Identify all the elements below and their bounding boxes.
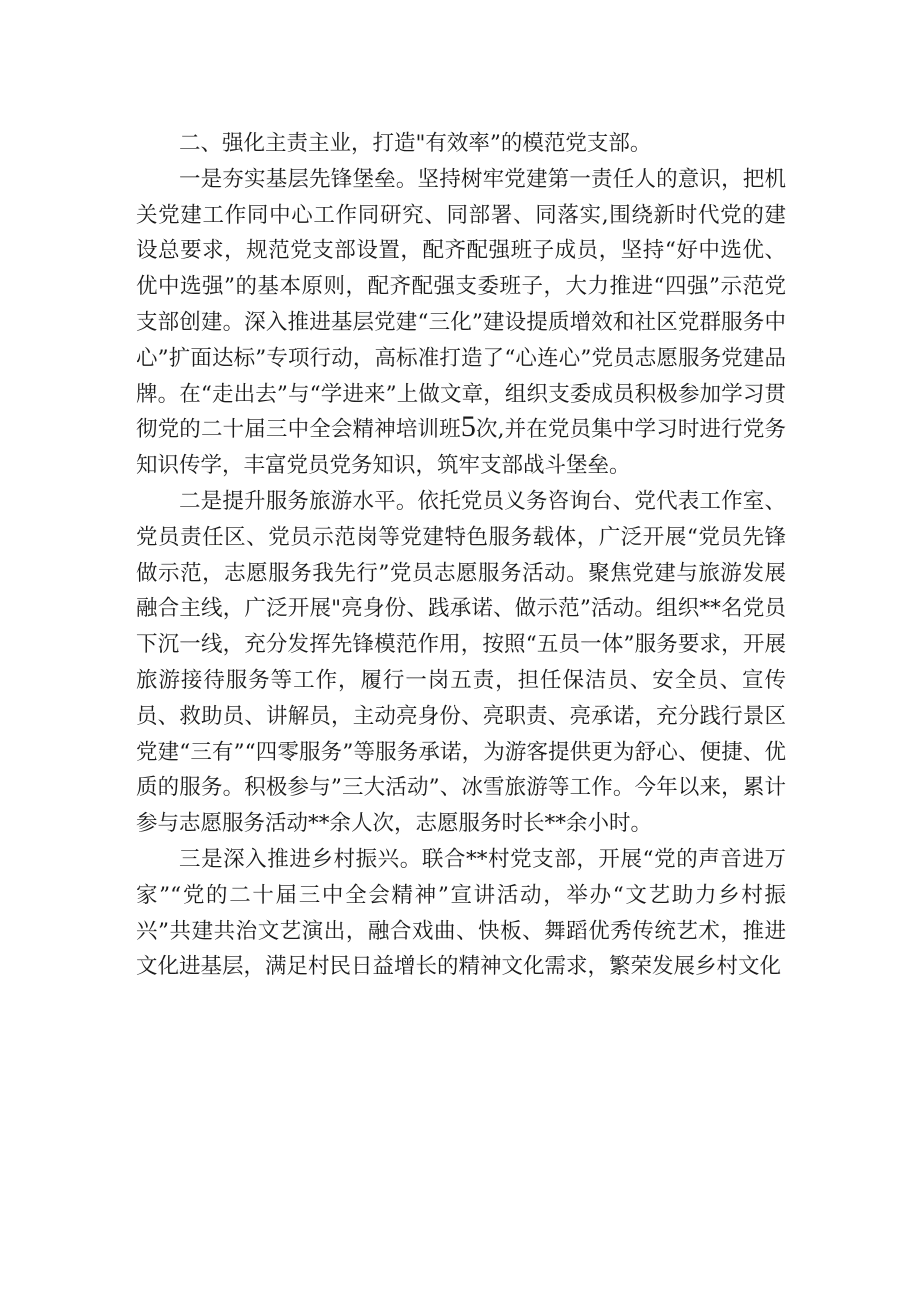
paragraph-2: 二是提升服务旅游水平。依托党员义务咨询台、党代表工作室、党员责任区、党员示范岗等党建特色服务载体，广泛开展“党员先锋做示范，志愿服务我先行”党员志愿服务活动。聚焦党建与旅游发展融合主线，广泛开展"亮身份、践承诺、做示范”活动。组织**名党员下沉一线，充分发挥先锋模范作用，按照“五员一体”服务要求，开展旅游接待服务等工作，履行一岗五责，担任保洁员、安全员、宣传员、救助员、讲解员，主动亮身份、亮职责、亮承诺，充分践行景区党建“三有”“四零服务”等服务承诺，为游客提供更为舒心、便捷、优质的服务。积极参与”三大活动”、冰雪旅游等工作。今年以来，累计参与志愿服务活动**余人次，志愿服务时长**余小时。 xyxy=(136,488,786,837)
training-count: 5 xyxy=(460,410,476,444)
document-body xyxy=(136,126,786,985)
paragraph-1 xyxy=(136,162,786,484)
paragraph-1-text-a: 一是夯实基层先锋堡垒。坚持树牢党建第一责任人的意识，把机关党建工作同中心工作同研究、同部署、同落实,围绕新时代党的建设总要求，规范党支部设置，配齐配强班子成员，坚持“好中选优、优中选强”的基本原则，配齐配强支委班子，大力推进“四强”示范党支部创建。深入推进基层党建“三化”建设提质增效和社区党群服务中心”扩面达标”专项行动，高标准打造了“心连心”党员志愿服务党建品牌。在“走出去”与“学进来”上做文章，组织支委成员积极参加学习贯彻党的二十届三中全会精神培训班 xyxy=(136,166,786,443)
paragraph-1-text-b: 次,并在党员集中学习时进行党务知识传学，丰富党员党务知识，筑牢支部战斗堡垒。 xyxy=(136,417,786,479)
paragraph-3: 三是深入推进乡村振兴。联合**村党支部，开展“党的声音进万家”“党的二十届三中全会精神”宣讲活动，举办“文艺助力乡村振兴”共建共治文艺演出，融合戏曲、快板、舞蹈优秀传统艺术，推进文化进基层，满足村民日益增长的精神文化需求，繁荣发展乡村文化 xyxy=(136,846,786,980)
section-heading: 二、强化主责主业，打造"有效率”的模范党支部。 xyxy=(179,131,652,156)
